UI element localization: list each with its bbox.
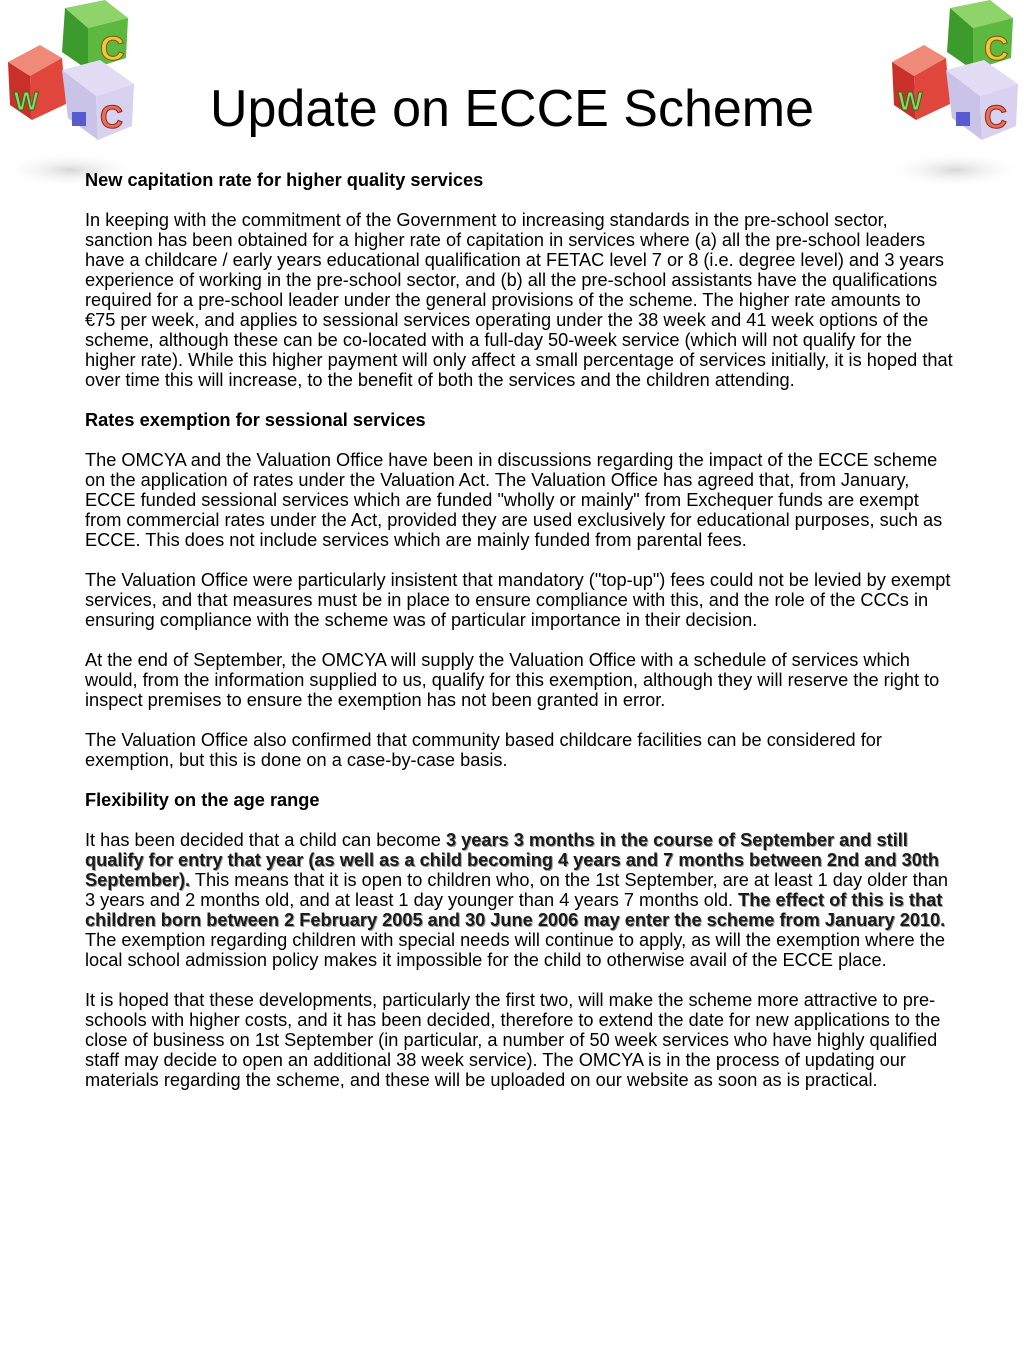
- block-letter-right: C: [100, 99, 124, 135]
- paragraph-rates-exemption-3: At the end of September, the OMCYA will supply the Valuation Office with a schedule of services which would, from the information supplied to us, qualify for this exemption, although they will reserve the right to inspect premises to ensure the exemption has not been granted in error.: [85, 650, 940, 710]
- paragraph-capitation: In keeping with the commitment of the Government to increasing standards in the pre-school sector, sanction has been obtained for a higher rate of capitation in services where (a) all the pre-school leaders have a childcare / early years educational qualification at FETAC level 7 or 8 (i.e. degree level) and 3 years experience of working in the pre-school sector, and (b) all the pre-school assistants have the qualifications required for a pre-school leader under the general provisions of the scheme. The higher rate amounts to €75 per week, and applies to sessional services operating under the 38 week and 41 week options of the scheme, although these can be co-located with a full-day 50-week service (which will not qualify for the higher rate). While this higher payment will only affect a small percentage of services initially, it is hoped that over time this will increase, to the benefit of both the services and the children attending.: [85, 210, 953, 390]
- block-letter-right: C: [984, 99, 1008, 135]
- block-letter-top: C: [100, 30, 125, 68]
- paragraph-rates-exemption-2: The Valuation Office were particularly insistent that mandatory ("top-up") fees could not be levied by exempt services, and that measures must be in place to ensure compliance with this, and the role of the CCCs in ensuring compliance with the scheme was of particular importance in their decision.: [85, 570, 951, 630]
- section-heading-rates-exemption: Rates exemption for sessional services: [85, 410, 426, 430]
- paragraph-rates-exemption-1: The OMCYA and the Valuation Office have been in discussions regarding the impact of the ECCE scheme on the application of rates under the Valuation Act. The Valuation Office has agreed that, from January, ECCE funded sessional services which are funded "wholly or mainly" from Exchequer funds are exempt from commercial rates under the Act, provided they are used exclusively for educational purposes, such as ECCE. This does not include services which are mainly funded from parental fees.: [85, 450, 943, 550]
- age-range-text-2: This means that it is open to children who, on the 1st September, are at least 1 day older than 3 years and 2 months old, and at least 1 day younger than 4 years 7 months old.: [85, 870, 949, 910]
- paragraph-rates-exemption-4: The Valuation Office also confirmed that community based childcare facilities can be considered for exemption, but this is done on a case-by-case basis.: [85, 730, 882, 770]
- paragraph-closing: It is hoped that these developments, particularly the first two, will make the scheme more attractive to pre-schools with higher costs, and it has been decided, therefore to extend the date for new applications to the close of business on 1st September (in particular, a number of 50 week services who have highly qualified staff may decide to open an additional 38 week service). The OMCYA is in the process of updating our materials regarding the scheme, and these will be uploaded on our website as soon as is practical.: [85, 990, 941, 1090]
- block-letter-left: W: [898, 86, 923, 116]
- green-block: [947, 0, 1013, 70]
- section-heading-age-range: Flexibility on the age range: [85, 790, 320, 810]
- page-title: Update on ECCE Scheme: [209, 80, 815, 138]
- green-block: [62, 0, 128, 70]
- age-range-text-1: It has been decided that a child can become: [85, 830, 446, 850]
- document-body: [85, 170, 953, 1110]
- age-range-text-3: The exemption regarding children with special needs will continue to apply, as will the exemption where the local school admission policy makes it impossible for the child to otherwise avail of the ECCE place.: [85, 930, 945, 970]
- block-letter-top: C: [984, 30, 1009, 68]
- age-range-emphasis-2: The effect of this is that children born between 2 February 2005 and 30 June 2006 may enter the scheme from January 2010.: [85, 890, 946, 930]
- section-heading-capitation: New capitation rate for higher quality services: [85, 170, 484, 190]
- block-letter-left: W: [14, 86, 39, 116]
- paragraph-age-range: [85, 830, 953, 970]
- age-range-emphasis-1: 3 years 3 months in the course of September and still qualify for entry that year (as well as a child becoming 4 years and 7 months between 2nd and 30th September).: [85, 830, 940, 890]
